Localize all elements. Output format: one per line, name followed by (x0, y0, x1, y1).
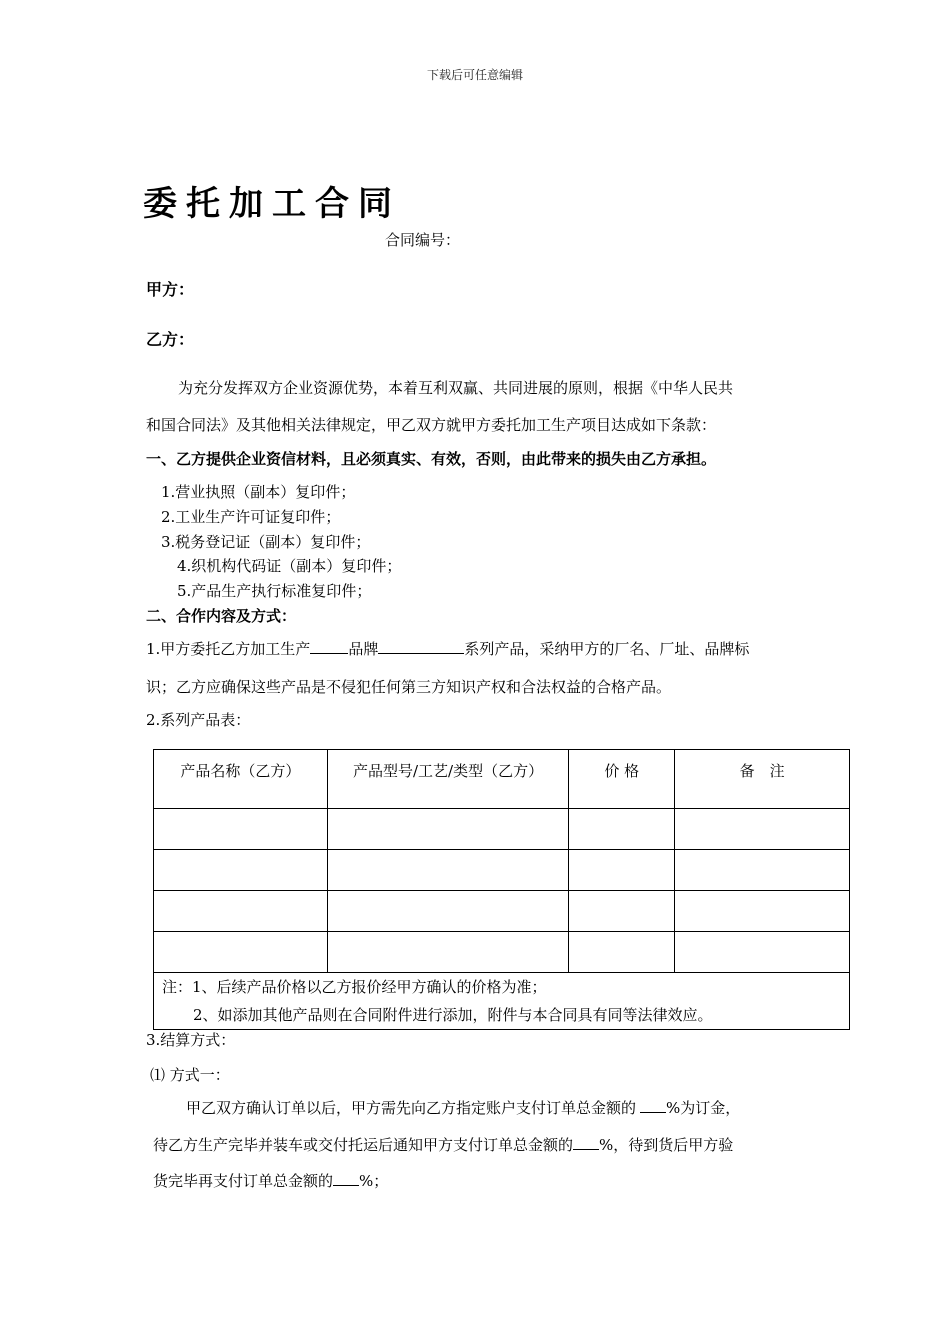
clause-text: 品牌 (348, 640, 379, 658)
table-note (154, 973, 850, 1030)
table-cell[interactable] (327, 850, 569, 891)
table-cell[interactable] (327, 932, 569, 973)
table-row (154, 850, 850, 891)
product-table (153, 749, 850, 1030)
table-cell[interactable] (569, 891, 675, 932)
table-cell[interactable] (569, 850, 675, 891)
table-cell[interactable] (154, 850, 328, 891)
table-cell[interactable] (569, 932, 675, 973)
table-cell[interactable] (154, 809, 328, 850)
contract-number-label: 合同编号： (385, 231, 461, 249)
list-item: 4.织机构代码证（副本）复印件； (177, 557, 402, 575)
table-note-line-2: 2、如添加其他产品则在合同附件进行添加，附件与本合同具有同等法律效应。 (193, 1006, 713, 1024)
column-header: 产品名称（乙方） (154, 750, 328, 809)
list-item: 3.税务登记证（副本）复印件； (161, 533, 371, 551)
party-a-label: 甲方： (146, 280, 195, 299)
table-cell[interactable] (569, 809, 675, 850)
clause-2-1-line-2: 识；乙方应确保这些产品是不侵犯任何第三方知识产权和合法权益的合格产品。 (146, 678, 672, 696)
intro-line-1: 为充分发挥双方企业资源优势，本着互利双赢、共同进展的原则，根据《中华人民共 (178, 379, 734, 397)
intro-line-2: 和国合同法》及其他相关法律规定，甲乙双方就甲方委托加工生产项目达成如下条款： (146, 416, 717, 434)
section-1-heading: 一、乙方提供企业资信材料，且必须真实、有效，否则，由此带来的损失由乙方承担。 (146, 450, 717, 468)
table-cell[interactable] (675, 932, 850, 973)
column-header: 产品型号/工艺/类型（乙方） (327, 750, 569, 809)
clause-text: 待乙方生产完毕并装车或交付托运后通知甲方支付订单总金额的 (153, 1136, 574, 1154)
clause-text: %，待到货后甲方验 (599, 1136, 734, 1154)
list-item: 2.工业生产许可证复印件； (161, 508, 341, 526)
final-percent-blank[interactable] (333, 1171, 359, 1186)
table-note-row (154, 973, 850, 1030)
table-cell[interactable] (675, 850, 850, 891)
list-item: 1.营业执照（副本）复印件； (161, 483, 356, 501)
clause-text: 系列产品，采纳甲方的厂名、厂址、品牌标 (464, 640, 750, 658)
clause-2-2: 2.系列产品表： (146, 711, 251, 729)
method-1-line-3 (153, 1170, 388, 1191)
party-b-label: 乙方： (146, 330, 195, 349)
table-note-line-1: 注：1、后续产品价格以乙方报价经甲方确认的价格为准； (162, 978, 547, 996)
table-header-row (154, 750, 850, 809)
table-cell[interactable] (675, 809, 850, 850)
clause-text: 1.甲方委托乙方加工生产 (146, 640, 311, 658)
clause-2-3: 3.结算方式： (146, 1031, 236, 1049)
method-1-label: ⑴ 方式一： (150, 1066, 230, 1084)
clause-text: 货完毕再支付订单总金额的 (153, 1172, 334, 1190)
method-1-line-1 (186, 1097, 740, 1118)
series-blank[interactable] (378, 639, 464, 654)
table-cell[interactable] (154, 891, 328, 932)
table-cell[interactable] (327, 809, 569, 850)
section-2-heading: 二、合作内容及方式： (146, 607, 297, 625)
deposit-percent-blank[interactable] (640, 1098, 666, 1113)
method-1-line-2 (153, 1134, 733, 1155)
table-row (154, 891, 850, 932)
clause-2-1-line-1 (146, 638, 749, 659)
clause-text: %为订金， (666, 1099, 741, 1117)
table-row (154, 809, 850, 850)
shipment-percent-blank[interactable] (573, 1135, 599, 1150)
list-item: 5.产品生产执行标准复印件； (177, 582, 372, 600)
table-cell[interactable] (154, 932, 328, 973)
clause-text: 甲乙双方确认订单以后，甲方需先向乙方指定账户支付订单总金额的 (186, 1099, 637, 1117)
table-row (154, 932, 850, 973)
brand-blank[interactable] (310, 639, 348, 654)
column-header: 价 格 (569, 750, 675, 809)
table-cell[interactable] (675, 891, 850, 932)
page-title: 委托加工合同 (143, 184, 401, 224)
table-cell[interactable] (327, 891, 569, 932)
column-header: 备 注 (675, 750, 850, 809)
header-note: 下载后可任意编辑 (426, 68, 523, 82)
clause-text: %； (359, 1172, 389, 1190)
